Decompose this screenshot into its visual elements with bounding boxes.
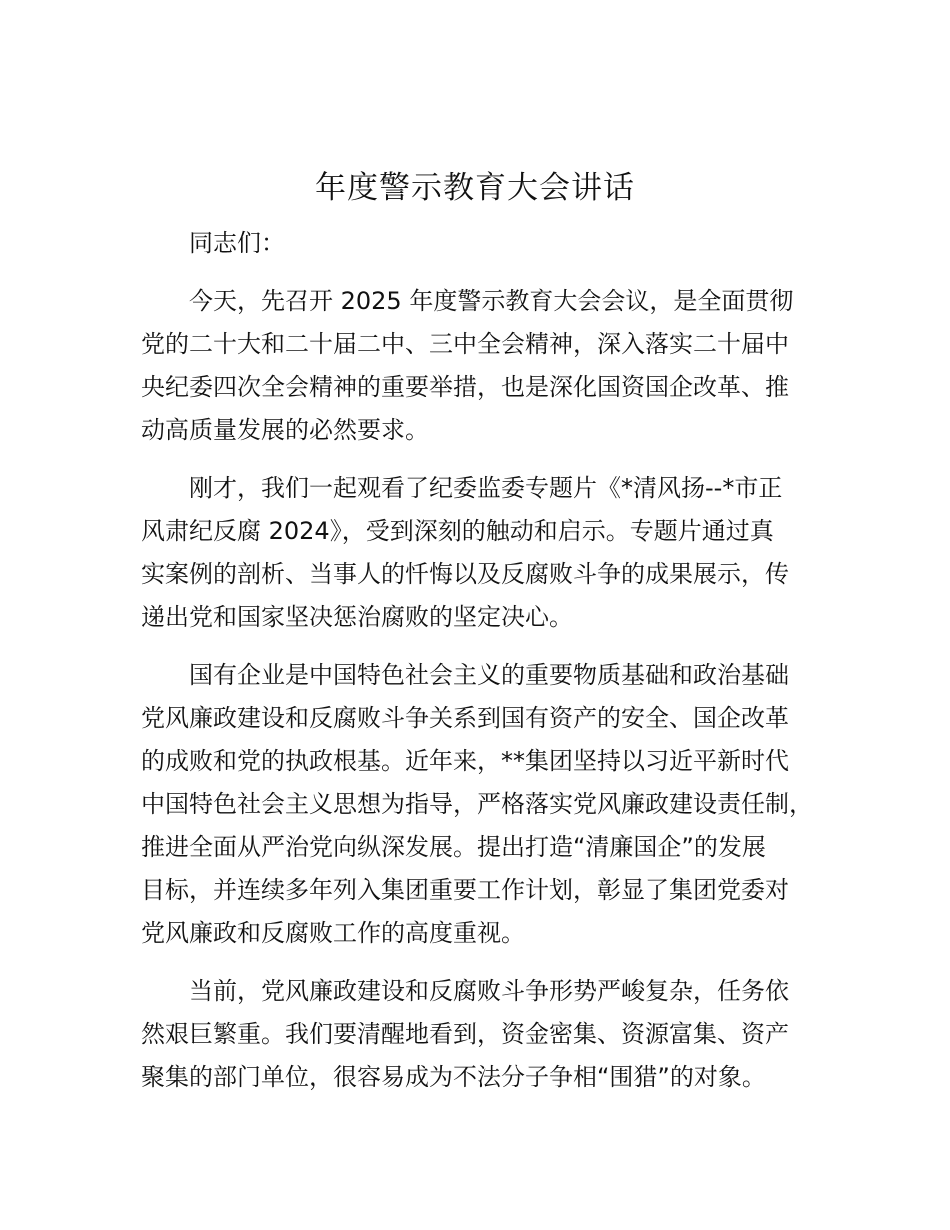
paragraph-line: 的成败和党的执政根基。近年来，**集团坚持以习近平新时代 xyxy=(141,747,789,775)
paragraph-line: 然艰巨繁重。我们要清醒地看到，资金密集、资源富集、资产 xyxy=(141,1020,789,1048)
paragraph-3 xyxy=(141,654,841,955)
greeting-line: 同志们： xyxy=(189,229,285,257)
paragraph-line: 递出党和国家坚决惩治腐败的坚定决心。 xyxy=(141,603,573,631)
paragraph-line: 当前，党风廉政建设和反腐败斗争形势严峻复杂，任务依 xyxy=(189,977,789,1005)
paragraph-line: 刚才，我们一起观看了纪委监委专题片《*清风扬--*市正 xyxy=(189,474,783,502)
paragraph-line: 聚集的部门单位，很容易成为不法分子争相“围猎”的对象。 xyxy=(141,1063,766,1091)
paragraph-line: 风肃纪反腐 2024》，受到深刻的触动和启示。专题片通过真 xyxy=(141,517,774,545)
document-title: 年度警示教育大会讲话 xyxy=(315,170,635,206)
paragraph-line: 动高质量发展的必然要求。 xyxy=(141,416,429,444)
paragraph-line: 推进全面从严治党向纵深发展。提出打造“清廉国企”的发展 xyxy=(141,833,766,861)
paragraph-line: 国有企业是中国特色社会主义的重要物质基础和政治基础 xyxy=(189,661,789,689)
paragraph-line: 党风廉政和反腐败工作的高度重视。 xyxy=(141,919,525,947)
paragraph-1 xyxy=(141,280,841,452)
paragraph-2 xyxy=(141,467,841,639)
paragraph-line: 党的二十大和二十届二中、三中全会精神，深入落实二十届中 xyxy=(141,330,789,358)
paragraph-line: 今天，先召开 2025 年度警示教育大会会议，是全面贯彻 xyxy=(189,287,794,315)
document-body xyxy=(141,222,841,1114)
paragraph-line: 党风廉政建设和反腐败斗争关系到国有资产的安全、国企改革 xyxy=(141,704,789,732)
paragraph-line: 实案例的剖析、当事人的忏悔以及反腐败斗争的成果展示，传 xyxy=(141,560,789,588)
paragraph-line: 中国特色社会主义思想为指导，严格落实党风廉政建设责任制， xyxy=(141,790,813,818)
paragraph-line: 目标，并连续多年列入集团重要工作计划，彰显了集团党委对 xyxy=(141,876,789,904)
paragraph-line: 央纪委四次全会精神的重要举措，也是深化国资国企改革、推 xyxy=(141,373,789,401)
paragraph-4 xyxy=(141,970,841,1099)
